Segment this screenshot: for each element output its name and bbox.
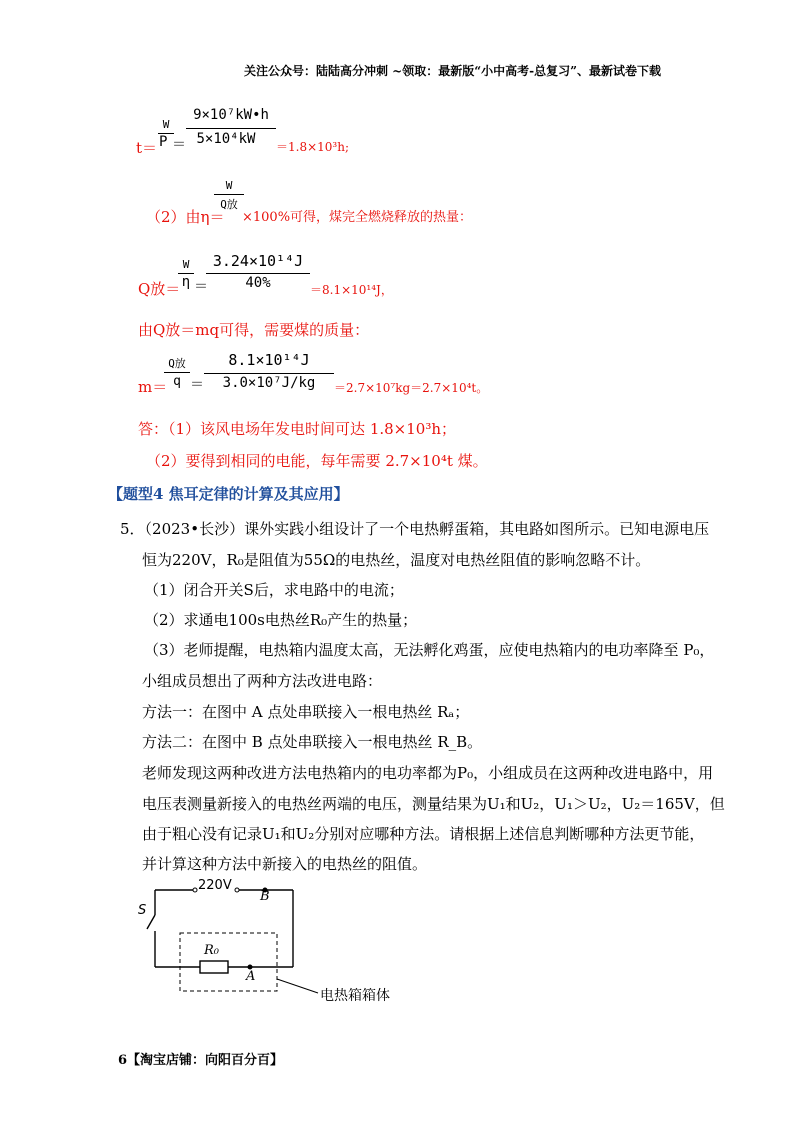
eq3-big-num: 3.24×10¹⁴J xyxy=(212,252,304,270)
mass-intro: 由Q放＝mq可得，需要煤的质量： xyxy=(138,321,370,339)
voltage-label: 220V xyxy=(198,878,232,893)
page-header: 关注公众号：陆陆高分冲刺 ~领取：最新版“小中高考-总复习”、最新试卷下载 xyxy=(244,64,662,78)
eq5-big-bar xyxy=(204,373,334,374)
eq1-result: ＝1.8×10³h; xyxy=(276,140,349,154)
problem-q2: （2）求通电100s电热丝R₀产生的热量； xyxy=(144,611,418,629)
switch-label: S xyxy=(138,903,147,918)
eq2-small-bar xyxy=(214,194,244,195)
eq2-suffix: ×100%可得，煤完全燃烧释放的热量： xyxy=(242,210,473,225)
problem-line-9: 由于粗心没有记录U₁和U₂分别对应哪种方法。请根据上述信息判断哪种方法更节能， xyxy=(142,825,705,843)
eq1-lhs: t＝ xyxy=(136,139,158,157)
eq2-small-num: W xyxy=(225,179,233,192)
eq3-big-bar xyxy=(206,273,310,274)
eq5-big-den: 3.0×10⁷J/kg xyxy=(222,375,316,391)
eq1-small-num: W xyxy=(162,118,170,131)
resistor-r0 xyxy=(200,961,228,973)
answer-line-2: （2）要得到相同的电能，每年需要 2.7×10⁴t 煤。 xyxy=(146,452,488,470)
answer-line-1: 答：（1）该风电场年发电时间可达 1.8×10³h； xyxy=(138,420,456,438)
eq1-big-bar xyxy=(186,128,276,129)
eq3-result: ＝8.1×10¹⁴J， xyxy=(310,283,393,297)
eq3-lhs: Q放＝ xyxy=(138,280,181,298)
eq3-small-num: W xyxy=(182,258,190,271)
eq2-prefix: （2）由η＝ xyxy=(146,208,225,226)
eq3-small-den: η xyxy=(181,274,191,290)
eq3-eq: ＝ xyxy=(194,279,208,295)
problem-method-1: 方法一：在图中 A 点处串联接入一根电热丝 Rₐ； xyxy=(142,703,470,721)
point-b-label: B xyxy=(260,889,270,904)
problem-line-7: 老师发现这两种改进方法电热箱内的电功率都为P₀，小组成员在这两种改进电路中，用 xyxy=(142,764,714,782)
eq5-small-den: q xyxy=(173,374,181,389)
section-title: 【题型4 焦耳定律的计算及其应用】 xyxy=(108,485,349,503)
eq2-small-den: Q放 xyxy=(220,198,238,211)
eq1-big-den: 5×10⁴kW xyxy=(196,131,256,147)
shop-name: 【淘宝店铺：向阳百分百】 xyxy=(127,1053,284,1068)
problem-line-4: 小组成员想出了两种方法改进电路： xyxy=(142,672,383,690)
eq5-eq: ＝ xyxy=(190,377,204,393)
point-a-label: A xyxy=(246,969,256,984)
circuit-diagram xyxy=(130,875,410,1010)
problem-line-2: 恒为220V，R₀是阻值为55Ω的电热丝，温度对电热丝阻值的影响忽略不计。 xyxy=(142,551,651,569)
problem-q3: （3）老师提醒，电热箱内温度太高，无法孵化鸡蛋，应使电热箱内的电功率降至 P₀， xyxy=(144,641,715,659)
problem-line-8: 电压表测量新接入的电热丝两端的电压，测量结果为U₁和U₂，U₁＞U₂，U₂＝165V，但 xyxy=(142,795,725,813)
eq5-big-num: 8.1×10¹⁴J xyxy=(228,351,310,369)
eq5-small-bar xyxy=(164,372,190,373)
problem-method-2: 方法二：在图中 B 点处串联接入一根电热丝 R_B。 xyxy=(142,733,483,751)
footer xyxy=(118,1049,283,1068)
eq1-big-num: 9×10⁷kW•h xyxy=(193,107,269,123)
eq1-small-den: P xyxy=(159,134,168,150)
problem-line-10: 并计算这种方法中新接入的电热丝的阻值。 xyxy=(142,855,428,873)
eq5-small-num: Q放 xyxy=(168,357,186,370)
box-label: 电热箱箱体 xyxy=(320,988,390,1004)
problem-q1: （1）闭合开关S后，求电路中的电流； xyxy=(144,581,404,599)
problem-line-1: 5．（2023•长沙）课外实践小组设计了一个电热孵蛋箱，其电路如图所示。已知电源电压 xyxy=(120,520,710,538)
eq5-lhs: m＝ xyxy=(138,378,168,396)
page-number: 6 xyxy=(118,1053,128,1068)
resistor-label: R₀ xyxy=(204,943,219,958)
eq3-big-den: 40% xyxy=(245,275,271,291)
eq1-eq: ＝ xyxy=(172,137,186,153)
eq5-result: ＝2.7×10⁷kg＝2.7×10⁴t。 xyxy=(334,381,489,395)
